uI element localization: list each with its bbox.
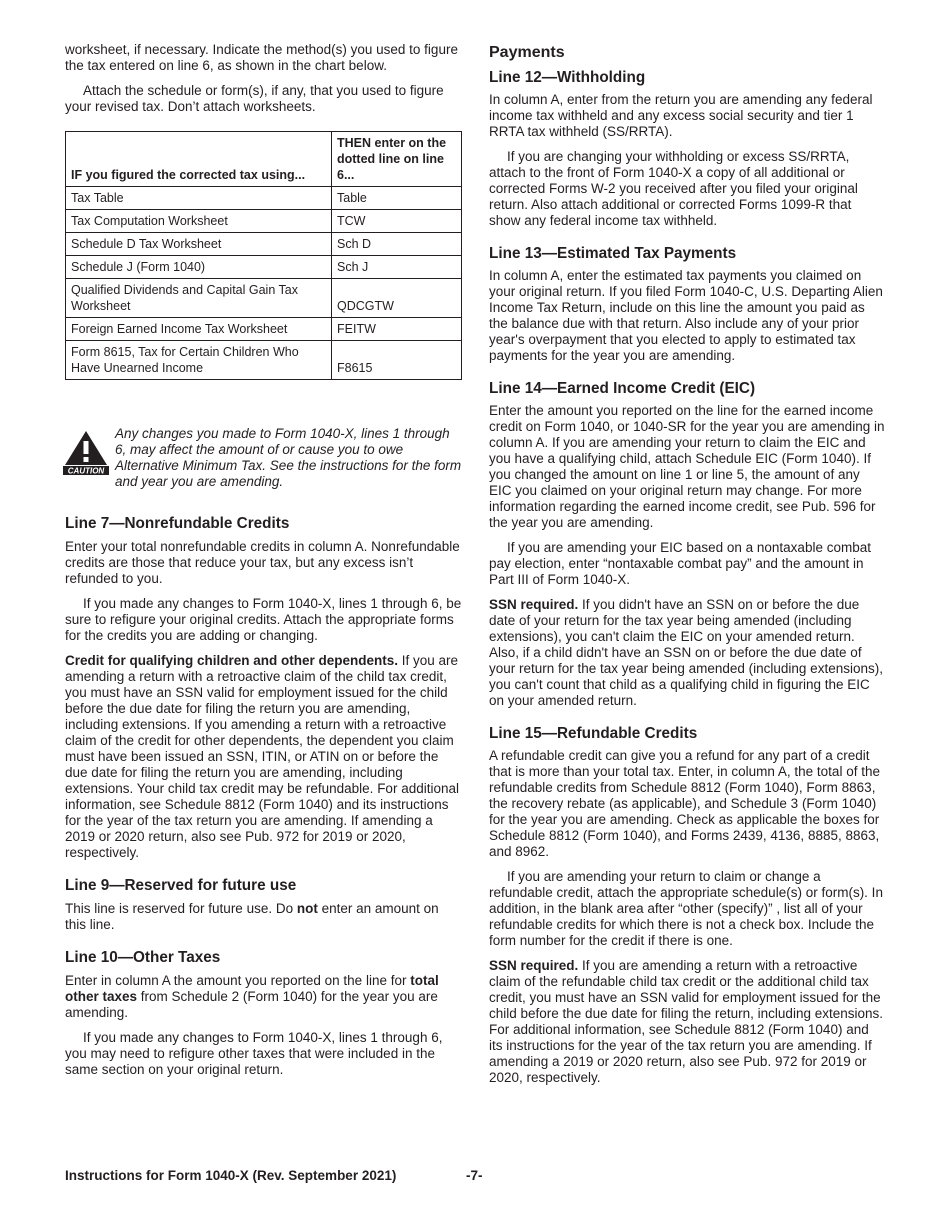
line7-p3 (65, 653, 462, 861)
line12-p1: In column A, enter from the return you are amending any federal income tax withheld and any excess social security and tier 1 RRTA tax withheld (SS/RRTA). (489, 92, 873, 139)
table-row (66, 187, 462, 210)
caution-icon (63, 429, 109, 475)
table-row (66, 279, 462, 318)
table-cell-code: FEITW (332, 318, 462, 341)
table-cell-method: Foreign Earned Income Tax Worksheet (66, 318, 332, 341)
line15-heading: Line 15—Refundable Credits (489, 725, 698, 742)
table-row (66, 210, 462, 233)
line12-heading: Line 12—Withholding (489, 69, 646, 86)
line7-p3-text: If you are amending a return with a retroactive claim of the child tax credit, you must have an SSN valid for employment issued for the child before the due date for filing the return you are amending, including extensions. If you amending a return with a retroactive claim of the credit for other dependents, the dependent you claim must have been issued an SSN, ITIN, or ATIN on or before the due date for filing the return you are amending, including extensions. Your child tax credit may be refundable. For additional information, see Schedule 8812 (Form 1040) and its instructions for the year of the tax return you are amending. If amending a 2019 or 2020 return, also see Pub. 972 for 2019 or 2020, respectively. (65, 653, 459, 860)
caution-text: Any changes you made to Form 1040-X, lines 1 through 6, may affect the amount of or cause you to owe Alternative Minimum Tax. See the instructions for the form and year you are amending. (115, 426, 462, 489)
intro-attach: Attach the schedule or form(s), if any, that you used to figure your revised tax. Don’t attach worksheets. (65, 83, 444, 114)
line7-heading: Line 7—Nonrefundable Credits (65, 515, 290, 532)
table-cell-code: QDCGTW (332, 279, 462, 318)
table-row (66, 233, 462, 256)
line7-p2: If you made any changes to Form 1040-X, lines 1 through 6, be sure to refigure your original credits. Attach the appropriate forms for the credits you are adding or changing. (65, 596, 462, 643)
line13-p1: In column A, enter the estimated tax payments you claimed on your original return. If you filed Form 1040-C, U.S. Departing Alien Income Tax Return, include on this line the amount you paid as the balance due with that return. Also include any of your prior year's overpayment that you elected to apply to estimated tax payments for the year you are amending. (489, 268, 883, 363)
table-cell-method: Schedule D Tax Worksheet (66, 233, 332, 256)
intro-continuation: worksheet, if necessary. Indicate the method(s) you used to figure the tax entered on line 6, as shown in the chart below. (65, 42, 458, 73)
line15-p3: SSN required. If you are amending a return with a retroactive claim of the refundable child tax credit or the additional child tax credit, you must have an SSN valid for employment issued for the child before the due date for filing the return, including extensions. For additional information, see Schedule 8812 (Form 1040) and its instructions for the year of the tax return you are amending. If amending a 2019 or 2020 return, also see Pub. 972 for 2019 or 2020, respectively. (489, 958, 883, 1085)
table-row (66, 341, 462, 380)
line14-p3: SSN required. If you didn't have an SSN on or before the due date of your return for the tax year being amended (including extensions), you can't claim the EIC on your amended return. Also, if a child didn't have an SSN on or before the due date of your return for the tax year being amended (including extensions), you can't count that child as a qualifying child in figuring the EIC on your amended return. (489, 597, 883, 708)
table-cell-method: Qualified Dividends and Capital Gain Tax Worksheet (66, 279, 332, 318)
table-cell-code: TCW (332, 210, 462, 233)
line14-p1: Enter the amount you reported on the line for the earned income credit on Form 1040, or 1040-SR for the year you are amending in column A. If you are amending your return to claim the EIC and you have a qualifying child, attach Schedule EIC (Form 1040). If you changed the amount on line 1 or line 5, the amount of any EIC you claimed on your original return may change. For more information regarding the earned income credit, see Pub. 596 for the year you are amending. (489, 403, 885, 530)
table-header-row (66, 132, 462, 187)
tax-method-table (65, 131, 462, 380)
table-row (66, 256, 462, 279)
table-cell-method: Tax Table (66, 187, 332, 210)
footer-page-number: -7- (466, 1168, 483, 1183)
right-column (489, 40, 885, 1086)
line14-heading: Line 14—Earned Income Credit (EIC) (489, 380, 756, 397)
line14-p2: If you are amending your EIC based on a nontaxable combat pay election, enter “nontaxable combat pay” and the amount in Part III of Form 1040-X. (489, 540, 871, 587)
line15-p2: If you are amending your return to claim or change a refundable credit, attach the appropriate schedule(s) or form(s). In addition, in the blank area after “other (specify)” , list all of your refundable credits for which there is not a check box. Include the form number for the credit if there is one. (489, 869, 883, 948)
footer-title: Instructions for Form 1040-X (Rev. September 2021) (65, 1168, 397, 1183)
table-header-then: THEN enter on the dotted line on line 6... (332, 132, 462, 187)
line10-heading: Line 10—Other Taxes (65, 949, 221, 966)
table-row (66, 318, 462, 341)
table-cell-code: Sch J (332, 256, 462, 279)
line13-heading: Line 13—Estimated Tax Payments (489, 245, 737, 262)
table-header-if: IF you figured the corrected tax using... (66, 132, 332, 187)
line7-p3-bold: Credit for qualifying children and other dependents. (65, 653, 399, 668)
line10-p2: If you made any changes to Form 1040-X, lines 1 through 6, you may need to refigure other taxes that were included in the same section on your original return. (65, 1030, 443, 1077)
table-cell-method: Tax Computation Worksheet (66, 210, 332, 233)
table-cell-code: F8615 (332, 341, 462, 380)
caution-note (65, 426, 462, 490)
table-cell-code: Table (332, 187, 462, 210)
line9-heading: Line 9—Reserved for future use (65, 877, 297, 894)
line15-p1: A refundable credit can give you a refund for any part of a credit that is more than your total tax. Enter, in column A, the total of the refundable credits from Schedule 8812 (Form 1040), Form 8863, the recovery rebate (as applicable), and Schedule 3 (Form 1040) for the year you are amending. Check as applicable the boxes for Schedule 8812 (Form 1040), and Forms 2439, 4136, 8885, 8863, and 8962. (489, 748, 880, 859)
line10-p1: Enter in column A the amount you reported on the line for total other taxes from Schedule 2 (Form 1040) for the year you are amending. (65, 973, 439, 1020)
line12-p2: If you are changing your withholding or excess SS/RRTA, attach to the front of Form 1040-X a copy of all additional or corrected Forms W-2 you received after you filed your original return. Also attach additional or corrected Forms 1099-R that show any federal income tax withheld. (489, 149, 858, 228)
payments-heading: Payments (489, 44, 565, 61)
caution-label: CAUTION (67, 466, 105, 475)
table-cell-method: Form 8615, Tax for Certain Children Who Have Unearned Income (66, 341, 332, 380)
left-column (65, 40, 462, 1078)
line9-p1: This line is reserved for future use. Do not enter an amount on this line. (65, 901, 439, 932)
table-cell-code: Sch D (332, 233, 462, 256)
line7-p1: Enter your total nonrefundable credits in column A. Nonrefundable credits are those that reduce your tax, but any excess isn’t refunded to you. (65, 539, 460, 586)
table-cell-method: Schedule J (Form 1040) (66, 256, 332, 279)
